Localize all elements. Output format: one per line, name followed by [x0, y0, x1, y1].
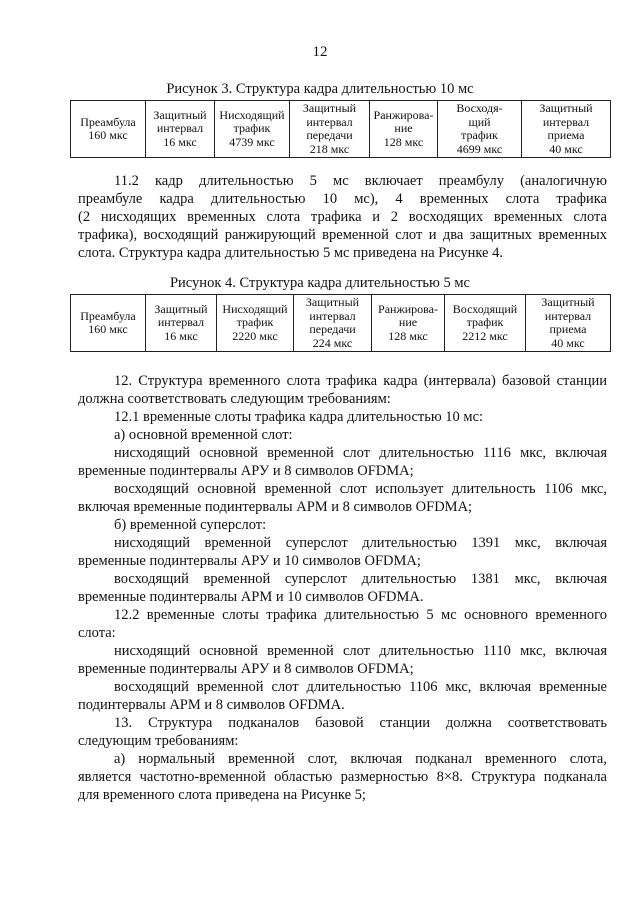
section-13-heading: 13. Структура подканалов базовой станции должна соответствовать [114, 715, 607, 731]
para-11-2-line-5: слота. Структура кадра длительностью 5 мс приведена на Рисунке 4. [78, 245, 503, 261]
fig4-cell-rx-guard-interval: Защитный интервал приема 40 мкс [526, 295, 611, 352]
figure-4-frame-table [70, 294, 611, 352]
downlink-5ms-slot-line-1: нисходящий основной временной слот длительностью 1110 мкс, включая [114, 643, 607, 659]
uplink-main-slot-line-2: включая временные подинтервалы АРМ и 8 символов OFDMA; [78, 499, 473, 515]
page-number: 12 [312, 44, 328, 60]
para-11-2-line-3: (2 нисходящих временных слота трафика и 2 восходящих временных слота [78, 209, 607, 225]
section-12-heading-cont: должна соответствовать следующим требованиям: [78, 391, 391, 407]
para-11-2-line-4: трафика), восходящий ранжирующий временной слот и два защитных временных [78, 227, 607, 243]
item-a-normal-slot-line-2: является частотно-временной областью размерностью 8×8. Структура подканала [78, 769, 607, 785]
para-11-2-line-2: преамбуле кадра длительностью 10 мс), 4 временных слота трафика [78, 191, 607, 207]
downlink-superslot-line-1: нисходящий временной суперслот длительностью 1391 мкс, включая [114, 535, 607, 551]
item-a-normal-slot-line-3: для временного слота приведена на Рисунке 5; [78, 787, 366, 803]
uplink-superslot-line-2: временные подинтервалы АРМ и 10 символов OFDMA. [78, 589, 424, 605]
fig3-cell-downlink-traffic: Нисходящий трафик 4739 мкс [215, 101, 290, 158]
section-12-2-heading-cont: слота: [78, 625, 116, 641]
fig3-cell-guard-interval: Защитный интервал 16 мкс [146, 101, 215, 158]
figure-3-caption: Рисунок 3. Структура кадра длительностью 10 мс [166, 81, 474, 97]
section-13-heading-cont: следующим требованиям: [78, 733, 239, 749]
item-b-superslot: б) временной суперслот: [114, 517, 267, 533]
para-11-2-line-1: 11.2 кадр длительностью 5 мс включает преамбулу (аналогичную [114, 173, 607, 189]
fig4-cell-uplink-traffic: Восходящий трафик 2212 мкс [445, 295, 526, 352]
uplink-5ms-slot-line-2: подинтервалы АРМ и 8 символов OFDMA. [78, 697, 345, 713]
figure-3-frame-table [70, 100, 611, 158]
fig3-cell-tx-guard-interval: Защитный интервал передачи 218 мкс [290, 101, 370, 158]
fig4-cell-downlink-traffic: Нисходящий трафик 2220 мкс [217, 295, 294, 352]
fig4-cell-tx-guard-interval: Защитный интервал передачи 224 мкс [294, 295, 372, 352]
section-12-2-heading: 12.2 временные слоты трафика длительностью 5 мс основного временного [114, 607, 607, 623]
downlink-main-slot-line-2: временные подинтервалы АРУ и 8 символов OFDMA; [78, 463, 414, 479]
fig3-cell-ranging: Ранжирова- ние 128 мкс [370, 101, 438, 158]
fig4-cell-ranging: Ранжирова- ние 128 мкс [372, 295, 445, 352]
fig3-cell-uplink-traffic: Восходя- щий трафик 4699 мкс [438, 101, 522, 158]
downlink-5ms-slot-line-2: временные подинтервалы АРУ и 8 символов OFDMA; [78, 661, 414, 677]
uplink-superslot-line-1: восходящий временной суперслот длительностью 1381 мкс, включая [114, 571, 607, 587]
fig3-cell-rx-guard-interval: Защитный интервал приема 40 мкс [522, 101, 611, 158]
section-12-1-heading: 12.1 временные слоты трафика кадра длительностью 10 мс: [114, 409, 484, 425]
downlink-superslot-line-2: временные подинтервалы АРУ и 10 символов OFDMA; [78, 553, 421, 569]
fig4-cell-guard-interval: Защитный интервал 16 мкс [146, 295, 217, 352]
section-12-heading: 12. Структура временного слота трафика кадра (интервала) базовой станции [114, 373, 607, 389]
downlink-main-slot-line-1: нисходящий основной временной слот длительностью 1116 мкс, включая [114, 445, 607, 461]
item-a-normal-slot-line-1: а) нормальный временной слот, включая подканал временного слота, [114, 751, 607, 767]
item-a-main-slot: а) основной временной слот: [114, 427, 293, 443]
uplink-5ms-slot-line-1: восходящий временной слот длительностью 1106 мкс, включая временные [114, 679, 607, 695]
fig4-cell-preamble: Преамбула 160 мкс [71, 295, 146, 352]
uplink-main-slot-line-1: восходящий основной временной слот использует длительность 1106 мкс, [114, 481, 607, 497]
figure-4-caption: Рисунок 4. Структура кадра длительностью 5 мс [169, 275, 470, 291]
fig3-cell-preamble: Преамбула 160 мкс [71, 101, 146, 158]
